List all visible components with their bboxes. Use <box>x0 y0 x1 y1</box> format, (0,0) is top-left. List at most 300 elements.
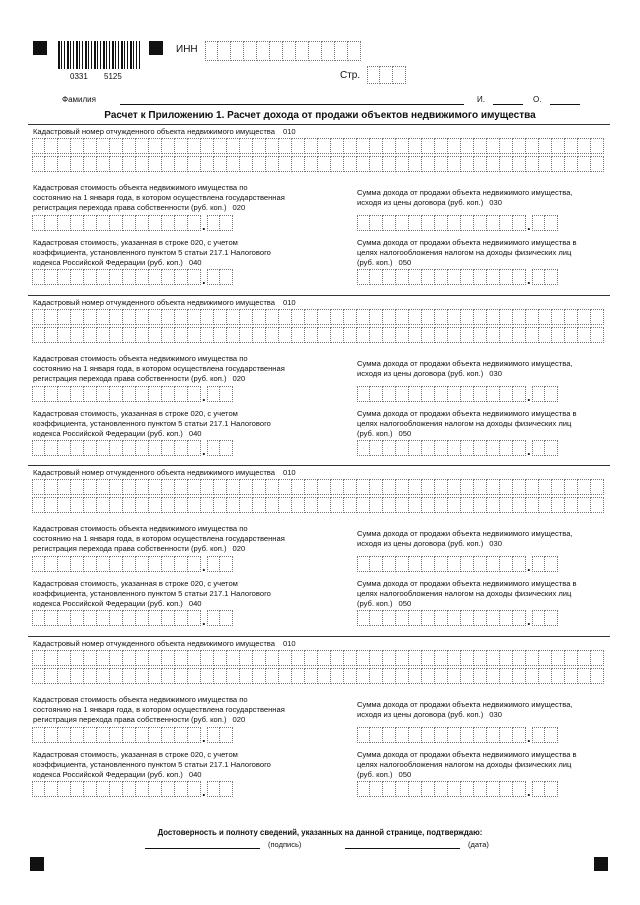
input-cell[interactable] <box>565 327 578 343</box>
input-cell[interactable] <box>448 781 461 797</box>
input-cell[interactable] <box>244 41 257 61</box>
input-cell[interactable] <box>123 479 136 495</box>
input-cell[interactable] <box>32 556 45 572</box>
input-cell[interactable] <box>279 138 292 154</box>
input-cell[interactable] <box>318 156 331 172</box>
input-cell[interactable] <box>253 497 266 513</box>
input-cell[interactable] <box>292 497 305 513</box>
input-cell[interactable] <box>545 386 558 402</box>
input-cell[interactable] <box>279 156 292 172</box>
input-cell[interactable] <box>357 138 370 154</box>
input-cell[interactable] <box>45 556 58 572</box>
input-cell[interactable] <box>175 727 188 743</box>
input-cell[interactable] <box>220 269 233 285</box>
input-cell[interactable] <box>545 556 558 572</box>
input-cell[interactable] <box>500 156 513 172</box>
input-cell[interactable] <box>448 650 461 666</box>
input-cell[interactable] <box>32 668 45 684</box>
input-cell[interactable] <box>474 386 487 402</box>
input-cell[interactable] <box>487 327 500 343</box>
adjusted-cadastral-value-field[interactable] <box>32 781 233 797</box>
input-cell[interactable] <box>487 215 500 231</box>
input-cell[interactable] <box>383 386 396 402</box>
input-cell[interactable] <box>474 479 487 495</box>
input-cell[interactable] <box>532 386 545 402</box>
input-cell[interactable] <box>539 309 552 325</box>
input-cell[interactable] <box>578 156 591 172</box>
input-cell[interactable] <box>97 156 110 172</box>
input-cell[interactable] <box>552 327 565 343</box>
input-cell[interactable] <box>591 309 604 325</box>
input-cell[interactable] <box>461 556 474 572</box>
input-cell[interactable] <box>422 215 435 231</box>
input-cell[interactable] <box>487 156 500 172</box>
cadastral-value-field-kop[interactable] <box>207 386 233 402</box>
input-cell[interactable] <box>110 781 123 797</box>
input-cell[interactable] <box>461 215 474 231</box>
input-cell[interactable] <box>240 479 253 495</box>
input-cell[interactable] <box>513 309 526 325</box>
input-cell[interactable] <box>123 215 136 231</box>
input-cell[interactable] <box>45 440 58 456</box>
input-cell[interactable] <box>292 138 305 154</box>
input-cell[interactable] <box>461 309 474 325</box>
input-cell[interactable] <box>487 309 500 325</box>
input-cell[interactable] <box>396 440 409 456</box>
input-cell[interactable] <box>487 556 500 572</box>
input-cell[interactable] <box>45 610 58 626</box>
input-cell[interactable] <box>305 497 318 513</box>
input-cell[interactable] <box>123 781 136 797</box>
input-cell[interactable] <box>162 215 175 231</box>
input-cell[interactable] <box>513 668 526 684</box>
input-cell[interactable] <box>500 479 513 495</box>
input-cell[interactable] <box>409 556 422 572</box>
input-cell[interactable] <box>474 269 487 285</box>
input-cell[interactable] <box>500 781 513 797</box>
input-cell[interactable] <box>253 309 266 325</box>
sale-income-field-rub[interactable] <box>357 215 526 231</box>
input-cell[interactable] <box>207 556 220 572</box>
input-cell[interactable] <box>383 479 396 495</box>
input-cell[interactable] <box>396 650 409 666</box>
input-cell[interactable] <box>162 269 175 285</box>
adjusted-cadastral-value-field-kop[interactable] <box>207 440 233 456</box>
input-cell[interactable] <box>220 610 233 626</box>
input-cell[interactable] <box>305 668 318 684</box>
input-cell[interactable] <box>296 41 309 61</box>
input-cell[interactable] <box>97 727 110 743</box>
input-cell[interactable] <box>123 610 136 626</box>
input-cell[interactable] <box>97 650 110 666</box>
input-cell[interactable] <box>318 497 331 513</box>
input-cell[interactable] <box>149 138 162 154</box>
input-cell[interactable] <box>58 610 71 626</box>
input-cell[interactable] <box>448 668 461 684</box>
input-cell[interactable] <box>123 386 136 402</box>
input-cell[interactable] <box>201 309 214 325</box>
input-cell[interactable] <box>370 497 383 513</box>
input-cell[interactable] <box>175 215 188 231</box>
input-cell[interactable] <box>578 650 591 666</box>
input-cell[interactable] <box>474 650 487 666</box>
input-cell[interactable] <box>461 650 474 666</box>
input-cell[interactable] <box>448 440 461 456</box>
input-cell[interactable] <box>305 650 318 666</box>
input-cell[interactable] <box>32 269 45 285</box>
input-cell[interactable] <box>396 269 409 285</box>
input-cell[interactable] <box>227 156 240 172</box>
input-cell[interactable] <box>474 610 487 626</box>
input-cell[interactable] <box>149 386 162 402</box>
input-cell[interactable] <box>513 650 526 666</box>
input-cell[interactable] <box>380 66 393 84</box>
input-cell[interactable] <box>383 440 396 456</box>
input-cell[interactable] <box>123 440 136 456</box>
input-cell[interactable] <box>552 156 565 172</box>
input-cell[interactable] <box>227 668 240 684</box>
input-cell[interactable] <box>335 41 348 61</box>
input-cell[interactable] <box>383 156 396 172</box>
sale-income-field-kop[interactable] <box>532 556 558 572</box>
input-cell[interactable] <box>448 156 461 172</box>
input-cell[interactable] <box>513 156 526 172</box>
input-cell[interactable] <box>110 327 123 343</box>
adjusted-cadastral-value-field[interactable] <box>32 440 233 456</box>
input-cell[interactable] <box>500 556 513 572</box>
input-cell[interactable] <box>513 556 526 572</box>
input-cell[interactable] <box>331 497 344 513</box>
input-cell[interactable] <box>461 386 474 402</box>
input-cell[interactable] <box>84 727 97 743</box>
input-cell[interactable] <box>188 269 201 285</box>
input-cell[interactable] <box>318 327 331 343</box>
input-cell[interactable] <box>357 327 370 343</box>
input-cell[interactable] <box>45 269 58 285</box>
input-cell[interactable] <box>227 138 240 154</box>
input-cell[interactable] <box>357 650 370 666</box>
input-cell[interactable] <box>331 479 344 495</box>
cadastral-value-field-kop[interactable] <box>207 727 233 743</box>
cadastral-number-field-row-2[interactable] <box>32 497 604 513</box>
input-cell[interactable] <box>123 650 136 666</box>
input-cell[interactable] <box>513 727 526 743</box>
input-cell[interactable] <box>175 138 188 154</box>
sale-income-field[interactable] <box>357 386 558 402</box>
input-cell[interactable] <box>357 781 370 797</box>
input-cell[interactable] <box>318 650 331 666</box>
input-cell[interactable] <box>110 309 123 325</box>
input-cell[interactable] <box>370 327 383 343</box>
input-cell[interactable] <box>435 497 448 513</box>
input-cell[interactable] <box>110 440 123 456</box>
input-cell[interactable] <box>123 309 136 325</box>
input-cell[interactable] <box>97 556 110 572</box>
input-cell[interactable] <box>344 327 357 343</box>
input-cell[interactable] <box>370 269 383 285</box>
input-cell[interactable] <box>97 309 110 325</box>
input-cell[interactable] <box>149 556 162 572</box>
input-cell[interactable] <box>409 781 422 797</box>
input-cell[interactable] <box>175 479 188 495</box>
input-cell[interactable] <box>97 497 110 513</box>
input-cell[interactable] <box>188 309 201 325</box>
input-cell[interactable] <box>393 66 406 84</box>
input-cell[interactable] <box>370 781 383 797</box>
input-cell[interactable] <box>357 440 370 456</box>
input-cell[interactable] <box>396 668 409 684</box>
input-cell[interactable] <box>461 479 474 495</box>
input-cell[interactable] <box>205 41 218 61</box>
input-cell[interactable] <box>305 156 318 172</box>
input-cell[interactable] <box>448 215 461 231</box>
input-cell[interactable] <box>435 215 448 231</box>
input-cell[interactable] <box>45 668 58 684</box>
input-cell[interactable] <box>110 497 123 513</box>
input-cell[interactable] <box>45 309 58 325</box>
input-cell[interactable] <box>396 156 409 172</box>
initial-i-field[interactable] <box>493 104 523 105</box>
input-cell[interactable] <box>539 479 552 495</box>
input-cell[interactable] <box>344 309 357 325</box>
sale-income-field-kop[interactable] <box>532 386 558 402</box>
input-cell[interactable] <box>110 386 123 402</box>
input-cell[interactable] <box>565 668 578 684</box>
initial-o-field[interactable] <box>550 104 580 105</box>
input-cell[interactable] <box>123 156 136 172</box>
input-cell[interactable] <box>383 138 396 154</box>
input-cell[interactable] <box>175 309 188 325</box>
input-cell[interactable] <box>396 138 409 154</box>
cadastral-value-field-rub[interactable] <box>32 556 201 572</box>
input-cell[interactable] <box>188 650 201 666</box>
input-cell[interactable] <box>97 138 110 154</box>
input-cell[interactable] <box>266 327 279 343</box>
input-cell[interactable] <box>409 269 422 285</box>
input-cell[interactable] <box>240 309 253 325</box>
input-cell[interactable] <box>370 309 383 325</box>
input-cell[interactable] <box>409 386 422 402</box>
input-cell[interactable] <box>32 138 45 154</box>
input-cell[interactable] <box>201 138 214 154</box>
input-cell[interactable] <box>487 497 500 513</box>
cadastral-number-field-row-1[interactable] <box>32 479 604 495</box>
input-cell[interactable] <box>396 610 409 626</box>
input-cell[interactable] <box>331 156 344 172</box>
input-cell[interactable] <box>396 386 409 402</box>
input-cell[interactable] <box>136 327 149 343</box>
input-cell[interactable] <box>123 497 136 513</box>
input-cell[interactable] <box>409 138 422 154</box>
input-cell[interactable] <box>370 440 383 456</box>
input-cell[interactable] <box>220 215 233 231</box>
taxable-income-field-rub[interactable] <box>357 610 526 626</box>
input-cell[interactable] <box>396 727 409 743</box>
input-cell[interactable] <box>331 668 344 684</box>
input-cell[interactable] <box>84 668 97 684</box>
input-cell[interactable] <box>409 327 422 343</box>
input-cell[interactable] <box>357 556 370 572</box>
taxable-income-field[interactable] <box>357 440 558 456</box>
input-cell[interactable] <box>370 727 383 743</box>
input-cell[interactable] <box>149 269 162 285</box>
input-cell[interactable] <box>71 556 84 572</box>
input-cell[interactable] <box>370 668 383 684</box>
input-cell[interactable] <box>58 440 71 456</box>
cadastral-number-field-row-2[interactable] <box>32 156 604 172</box>
input-cell[interactable] <box>435 556 448 572</box>
taxable-income-field[interactable] <box>357 610 558 626</box>
input-cell[interactable] <box>240 156 253 172</box>
input-cell[interactable] <box>409 440 422 456</box>
input-cell[interactable] <box>539 138 552 154</box>
input-cell[interactable] <box>207 781 220 797</box>
input-cell[interactable] <box>214 156 227 172</box>
input-cell[interactable] <box>240 668 253 684</box>
input-cell[interactable] <box>45 215 58 231</box>
input-cell[interactable] <box>370 610 383 626</box>
input-cell[interactable] <box>71 386 84 402</box>
input-cell[interactable] <box>149 727 162 743</box>
input-cell[interactable] <box>162 309 175 325</box>
cadastral-number-field-row-2[interactable] <box>32 327 604 343</box>
input-cell[interactable] <box>149 215 162 231</box>
input-cell[interactable] <box>45 727 58 743</box>
input-cell[interactable] <box>565 138 578 154</box>
input-cell[interactable] <box>487 138 500 154</box>
input-cell[interactable] <box>357 215 370 231</box>
input-cell[interactable] <box>383 309 396 325</box>
input-cell[interactable] <box>266 668 279 684</box>
input-cell[interactable] <box>71 668 84 684</box>
input-cell[interactable] <box>45 650 58 666</box>
input-cell[interactable] <box>435 650 448 666</box>
input-cell[interactable] <box>305 138 318 154</box>
input-cell[interactable] <box>448 138 461 154</box>
input-cell[interactable] <box>110 138 123 154</box>
input-cell[interactable] <box>422 556 435 572</box>
input-cell[interactable] <box>292 309 305 325</box>
input-cell[interactable] <box>136 215 149 231</box>
input-cell[interactable] <box>266 138 279 154</box>
input-cell[interactable] <box>162 497 175 513</box>
input-cell[interactable] <box>136 610 149 626</box>
input-cell[interactable] <box>435 327 448 343</box>
input-cell[interactable] <box>513 497 526 513</box>
input-cell[interactable] <box>214 327 227 343</box>
input-cell[interactable] <box>474 215 487 231</box>
input-cell[interactable] <box>591 650 604 666</box>
input-cell[interactable] <box>370 479 383 495</box>
input-cell[interactable] <box>539 327 552 343</box>
input-cell[interactable] <box>149 309 162 325</box>
input-cell[interactable] <box>357 497 370 513</box>
input-cell[interactable] <box>474 327 487 343</box>
input-cell[interactable] <box>188 479 201 495</box>
input-cell[interactable] <box>279 479 292 495</box>
input-cell[interactable] <box>435 440 448 456</box>
input-cell[interactable] <box>383 327 396 343</box>
input-cell[interactable] <box>71 138 84 154</box>
sale-income-field[interactable] <box>357 727 558 743</box>
input-cell[interactable] <box>175 556 188 572</box>
input-cell[interactable] <box>58 497 71 513</box>
input-cell[interactable] <box>422 440 435 456</box>
input-cell[interactable] <box>175 156 188 172</box>
input-cell[interactable] <box>279 327 292 343</box>
input-cell[interactable] <box>188 138 201 154</box>
input-cell[interactable] <box>422 497 435 513</box>
input-cell[interactable] <box>214 309 227 325</box>
input-cell[interactable] <box>220 727 233 743</box>
input-cell[interactable] <box>526 309 539 325</box>
adjusted-cadastral-value-field-rub[interactable] <box>32 269 201 285</box>
input-cell[interactable] <box>162 440 175 456</box>
input-cell[interactable] <box>409 610 422 626</box>
input-cell[interactable] <box>136 156 149 172</box>
input-cell[interactable] <box>136 650 149 666</box>
input-cell[interactable] <box>409 668 422 684</box>
input-cell[interactable] <box>97 610 110 626</box>
input-cell[interactable] <box>526 479 539 495</box>
input-cell[interactable] <box>474 781 487 797</box>
input-cell[interactable] <box>58 668 71 684</box>
input-cell[interactable] <box>32 497 45 513</box>
input-cell[interactable] <box>162 479 175 495</box>
input-cell[interactable] <box>409 650 422 666</box>
input-cell[interactable] <box>97 269 110 285</box>
input-cell[interactable] <box>123 138 136 154</box>
input-cell[interactable] <box>45 781 58 797</box>
input-cell[interactable] <box>292 479 305 495</box>
sale-income-field-kop[interactable] <box>532 727 558 743</box>
adjusted-cadastral-value-field-kop[interactable] <box>207 269 233 285</box>
input-cell[interactable] <box>383 610 396 626</box>
input-cell[interactable] <box>188 386 201 402</box>
input-cell[interactable] <box>136 269 149 285</box>
input-cell[interactable] <box>305 327 318 343</box>
input-cell[interactable] <box>149 610 162 626</box>
input-cell[interactable] <box>292 668 305 684</box>
input-cell[interactable] <box>591 497 604 513</box>
sale-income-field-kop[interactable] <box>532 215 558 231</box>
input-cell[interactable] <box>500 386 513 402</box>
input-cell[interactable] <box>266 497 279 513</box>
input-cell[interactable] <box>97 781 110 797</box>
input-cell[interactable] <box>110 727 123 743</box>
input-cell[interactable] <box>448 610 461 626</box>
input-cell[interactable] <box>370 138 383 154</box>
input-cell[interactable] <box>162 556 175 572</box>
input-cell[interactable] <box>578 327 591 343</box>
input-cell[interactable] <box>136 727 149 743</box>
input-cell[interactable] <box>97 668 110 684</box>
input-cell[interactable] <box>370 156 383 172</box>
input-cell[interactable] <box>71 650 84 666</box>
input-cell[interactable] <box>448 479 461 495</box>
input-cell[interactable] <box>448 497 461 513</box>
input-cell[interactable] <box>487 386 500 402</box>
input-cell[interactable] <box>487 668 500 684</box>
input-cell[interactable] <box>97 479 110 495</box>
input-cell[interactable] <box>383 556 396 572</box>
input-cell[interactable] <box>257 41 270 61</box>
input-cell[interactable] <box>188 156 201 172</box>
input-cell[interactable] <box>123 727 136 743</box>
input-cell[interactable] <box>162 138 175 154</box>
input-cell[interactable] <box>162 156 175 172</box>
taxable-income-field[interactable] <box>357 269 558 285</box>
